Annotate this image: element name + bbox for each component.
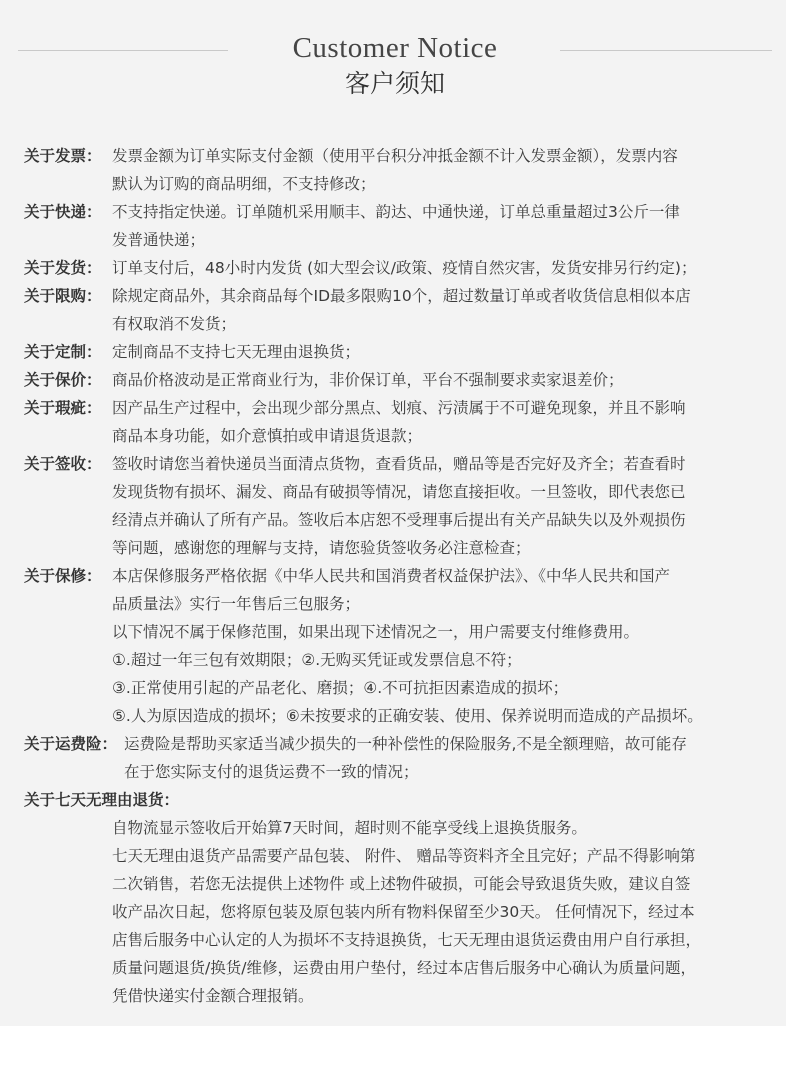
section-line: 商品本身功能，如介意慎拍或申请退货退款； [112,427,423,445]
section-line: 质量问题退货/换货/维修，运费由用户垫付，经过本店售后服务中心确认为质量问题， [112,959,696,977]
section-line: 商品价格波动是正常商业行为，非价保订单，平台不强制要求卖家退差价； [112,371,624,389]
section-body [24,366,766,394]
title-english: Customer Notice [292,32,498,64]
section-invoice [24,142,766,198]
section-line: 不支持指定快递。订单随机采用顺丰、韵达、中通快递，订单总重量超过3公斤一律 [112,203,680,221]
section-label: 关于保修： [24,567,102,585]
section-line: 除规定商品外，其余商品每个ID最多限购10个，超过数量订单或者收货信息相似本店 [112,287,691,305]
section-line: 本店保修服务严格依据《中华人民共和国消费者权益保护法》、《中华人民共和国产 [112,567,671,585]
section-body [24,394,766,450]
section-line: 签收时请您当着快递员当面清点货物，查看货品，赠品等是否完好及齐全；若查看时 [112,455,686,473]
section-label: 关于签收： [24,455,102,473]
section-shipping-insurance [24,730,766,786]
notice-content [24,142,766,1010]
section-line: 订单支付后，48小时内发货 (如大型会议/政策、疫情自然灾害，发货安排另行约定)； [112,259,697,277]
section-line: 发现货物有损坏、漏发、商品有破损等情况，请您直接拒收。一旦签收，即代表您已 [112,483,686,501]
section-label: 关于保价： [24,371,102,389]
section-body [24,338,766,366]
section-body [24,254,766,282]
section-line: 凭借快递实付金额合理报销。 [112,987,314,1005]
section-line: 有权取消不发货； [112,315,237,333]
section-line: 自物流显示签收后开始算7天时间，超时则不能享受线上退换货服务。 [112,819,587,837]
section-body [24,562,766,730]
section-defects [24,394,766,450]
section-line: 店售后服务中心认定的人为损坏不支持退换货，七天无理由退货运费由用户自行承担， [112,931,702,949]
section-line: 默认为订购的商品明细，不支持修改； [112,175,376,193]
section-custom [24,338,766,366]
section-line: 收产品次日起，您将原包装及原包装内所有物料保留至少30天。 任何情况下，经过本 [112,903,695,921]
section-body [24,450,766,562]
section-line: 定制商品不支持七天无理由退换货； [112,343,361,361]
section-line: 等问题，感谢您的理解与支持，请您验货签收务必注意检查； [112,539,531,557]
section-line: 以下情况不属于保修范围，如果出现下述情况之一，用户需要支付维修费用。 [112,623,640,641]
section-receipt [24,450,766,562]
section-line: 因产品生产过程中，会出现少部分黑点、划痕、污渍属于不可避免现象，并且不影响 [112,399,686,417]
section-line: 二次销售，若您无法提供上述物件 或上述物件破损，可能会导致退货失败，建议自签 [112,875,691,893]
section-line: 发票金额为订单实际支付金额（使用平台积分冲抵金额不计入发票金额），发票内容 [112,147,678,165]
section-line: 经清点并确认了所有产品。签收后本店恕不受理事后提出有关产品缺失以及外观损伤 [112,511,686,529]
section-body [24,198,766,254]
section-label: 关于快递： [24,203,102,221]
section-line: ①.超过一年三包有效期限；②.无购买凭证或发票信息不符； [112,651,522,669]
section-label: 关于限购： [24,287,102,305]
section-seven-day-return [24,786,766,1010]
section-line: ③.正常使用引起的产品老化、磨损；④.不可抗拒因素造成的损坏； [112,679,569,697]
section-shipping [24,254,766,282]
section-label: 关于发货： [24,259,102,277]
notice-header [0,28,790,108]
section-warranty [24,562,766,730]
section-line: 发普通快递； [112,231,206,249]
section-body [24,730,766,786]
section-body [24,282,766,338]
section-line: 品质量法》实行一年售后三包服务； [112,595,361,613]
section-purchase-limit [24,282,766,338]
section-label: 关于定制： [24,343,102,361]
section-line: 七天无理由退货产品需要产品包装、 附件、 赠品等资料齐全且完好；产品不得影响第 [112,847,696,865]
section-label: 关于发票： [24,147,102,165]
section-label: 关于瑕疵： [24,399,102,417]
section-line: ⑤.人为原因造成的损坏；⑥未按要求的正确安装、使用、保养说明而造成的产品损坏。 [112,707,703,725]
section-body [24,142,766,198]
section-body [24,814,766,1010]
section-label: 关于运费险： [24,735,118,753]
section-line: 在于您实际支付的退货运费不一致的情况； [124,763,419,781]
title-chinese: 客户须知 [344,69,445,98]
section-express [24,198,766,254]
section-label: 关于七天无理由退货： [24,791,180,809]
section-price-protection [24,366,766,394]
section-line: 运费险是帮助买家适当减少损失的一种补偿性的保险服务,不是全额理赔，故可能存 [124,735,687,753]
